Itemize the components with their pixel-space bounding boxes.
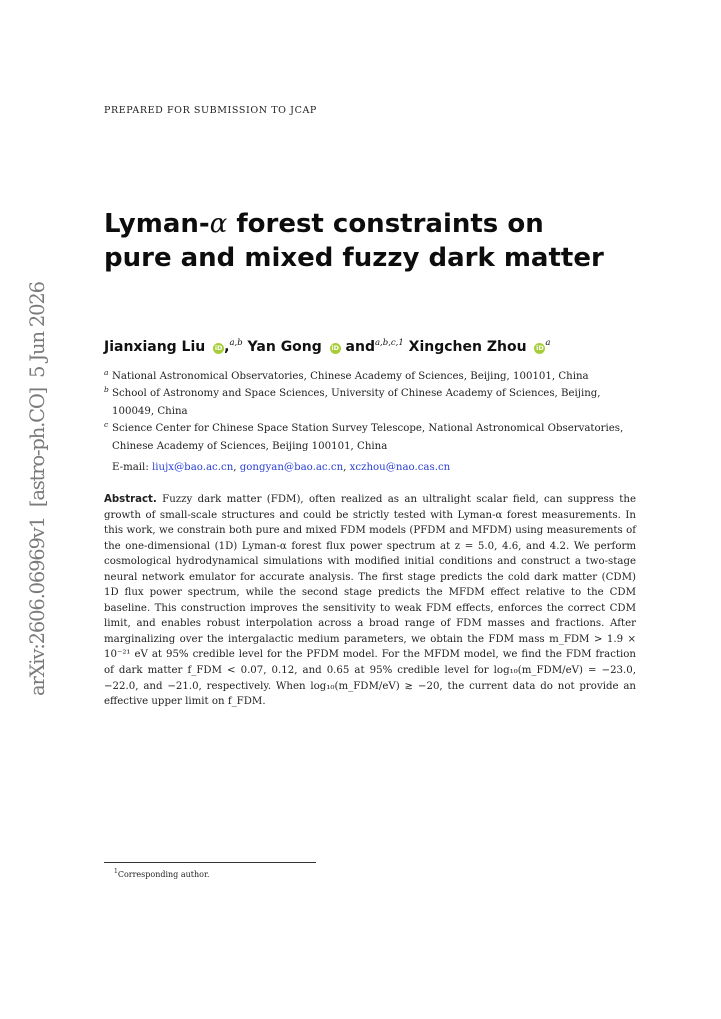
- affiliation-mark: a: [104, 368, 109, 377]
- author-sep: and: [340, 339, 375, 355]
- orcid-icon[interactable]: iD: [214, 344, 223, 352]
- affiliation-item: [104, 385, 636, 420]
- arxiv-stamp: [18, 276, 52, 696]
- author-affil-mark: a: [545, 338, 551, 348]
- title-line-2: pure and mixed fuzzy dark matter: [104, 243, 604, 273]
- abstract-text: Fuzzy dark matter (FDM), often realized as an ultralight scalar field, can suppress the growth of small-scale structures and could be strictly tested with Lyman-α forest measurements. In this work, we constrain both pure and mixed FDM models (PFDM and MFDM) using measurements of the one-dimensional (1D) Lyman-α forest flux power spectrum at z = 5.0, 4.6, and 4.2. We perform cosmological hydrodynamical simulations with modified initial conditions and construct a two-stage neural network emulator for accurate analysis. The first stage predicts the cold dark matter (CDM) 1D flux power spectrum, while the second stage predicts the MFDM effect relative to the CDM baseline. This construction improves the sensitivity to weak FDM effects, enforces the correct CDM limit, and enables robust interpolation across a broad range of FDM masses and fractions. After marginalizing over the intergalactic medium parameters, we obtain the FDM mass m_FDM > 1.9 × 10⁻²¹ eV at 95% credible level for the PFDM model. For the MFDM model, we find the FDM fraction of dark matter f_FDM < 0.07, 0.12, and 0.65 at 95% credible level for log₁₀(m_FDM/eV) = −23.0, −22.0, and −21.0, respectively. When log₁₀(m_FDM/eV) ≳ −20, the current data do not provide an effective upper limit on f_FDM.: [104, 494, 636, 708]
- affiliation-item: [104, 368, 636, 385]
- email-label: E-mail:: [112, 462, 149, 473]
- footnote: [114, 868, 209, 879]
- abstract-heading: Abstract.: [104, 494, 157, 505]
- affiliation-mark: c: [104, 420, 109, 430]
- affiliation-text: National Astronomical Observatories, Chinese Academy of Sciences, Beijing, 100101, China: [112, 371, 589, 382]
- affiliation-text: Science Center for Chinese Space Station Survey Telescope, National Astronomical Observatories, Chinese Academy of Sciences, Beijing 100101, China: [112, 423, 624, 452]
- author-sep: ,: [224, 339, 230, 355]
- orcid-icon[interactable]: iD: [536, 344, 544, 352]
- title-part: forest constraints on: [227, 209, 544, 239]
- title-part: Lyman-: [104, 209, 210, 239]
- author-name: Jianxiang Liu: [104, 339, 206, 355]
- footnote-rule: [104, 862, 316, 863]
- paper-title: [104, 207, 644, 275]
- footnote-mark: 1: [114, 868, 118, 875]
- author-name: Yan Gong: [247, 339, 322, 355]
- email-link[interactable]: xczhou@nao.cas.cn: [349, 462, 451, 473]
- affiliation-text: School of Astronomy and Space Sciences, University of Chinese Academy of Sciences, Beijing, 100049, China: [112, 388, 601, 417]
- affiliation-mark: b: [104, 385, 109, 395]
- affiliation-item: [104, 420, 636, 455]
- footnote-text: Corresponding author.: [117, 870, 210, 879]
- email-link[interactable]: gongyan@bao.ac.cn: [239, 462, 344, 473]
- author-affil-mark: a,b: [229, 338, 243, 348]
- author-name: Xingchen Zhou: [408, 339, 527, 355]
- abstract: [104, 492, 636, 710]
- title-greek: α: [209, 209, 228, 239]
- orcid-icon[interactable]: iD: [331, 344, 339, 352]
- author-affil-mark: a,b,c,1: [374, 338, 404, 348]
- arxiv-id-text: arXiv:2606.06969v1 [astro-ph.CO] 5 Jun 2026: [26, 281, 49, 696]
- author-list: [104, 338, 551, 355]
- email-link[interactable]: liujx@bao.ac.cn: [152, 462, 234, 473]
- journal-header: PREPARED FOR SUBMISSION TO JCAP: [104, 105, 317, 116]
- affiliations: [104, 368, 636, 455]
- email-line: E-mail: liujx@bao.ac.cn, gongyan@bao.ac.cn, xczhou@nao.cas.cn: [112, 462, 451, 473]
